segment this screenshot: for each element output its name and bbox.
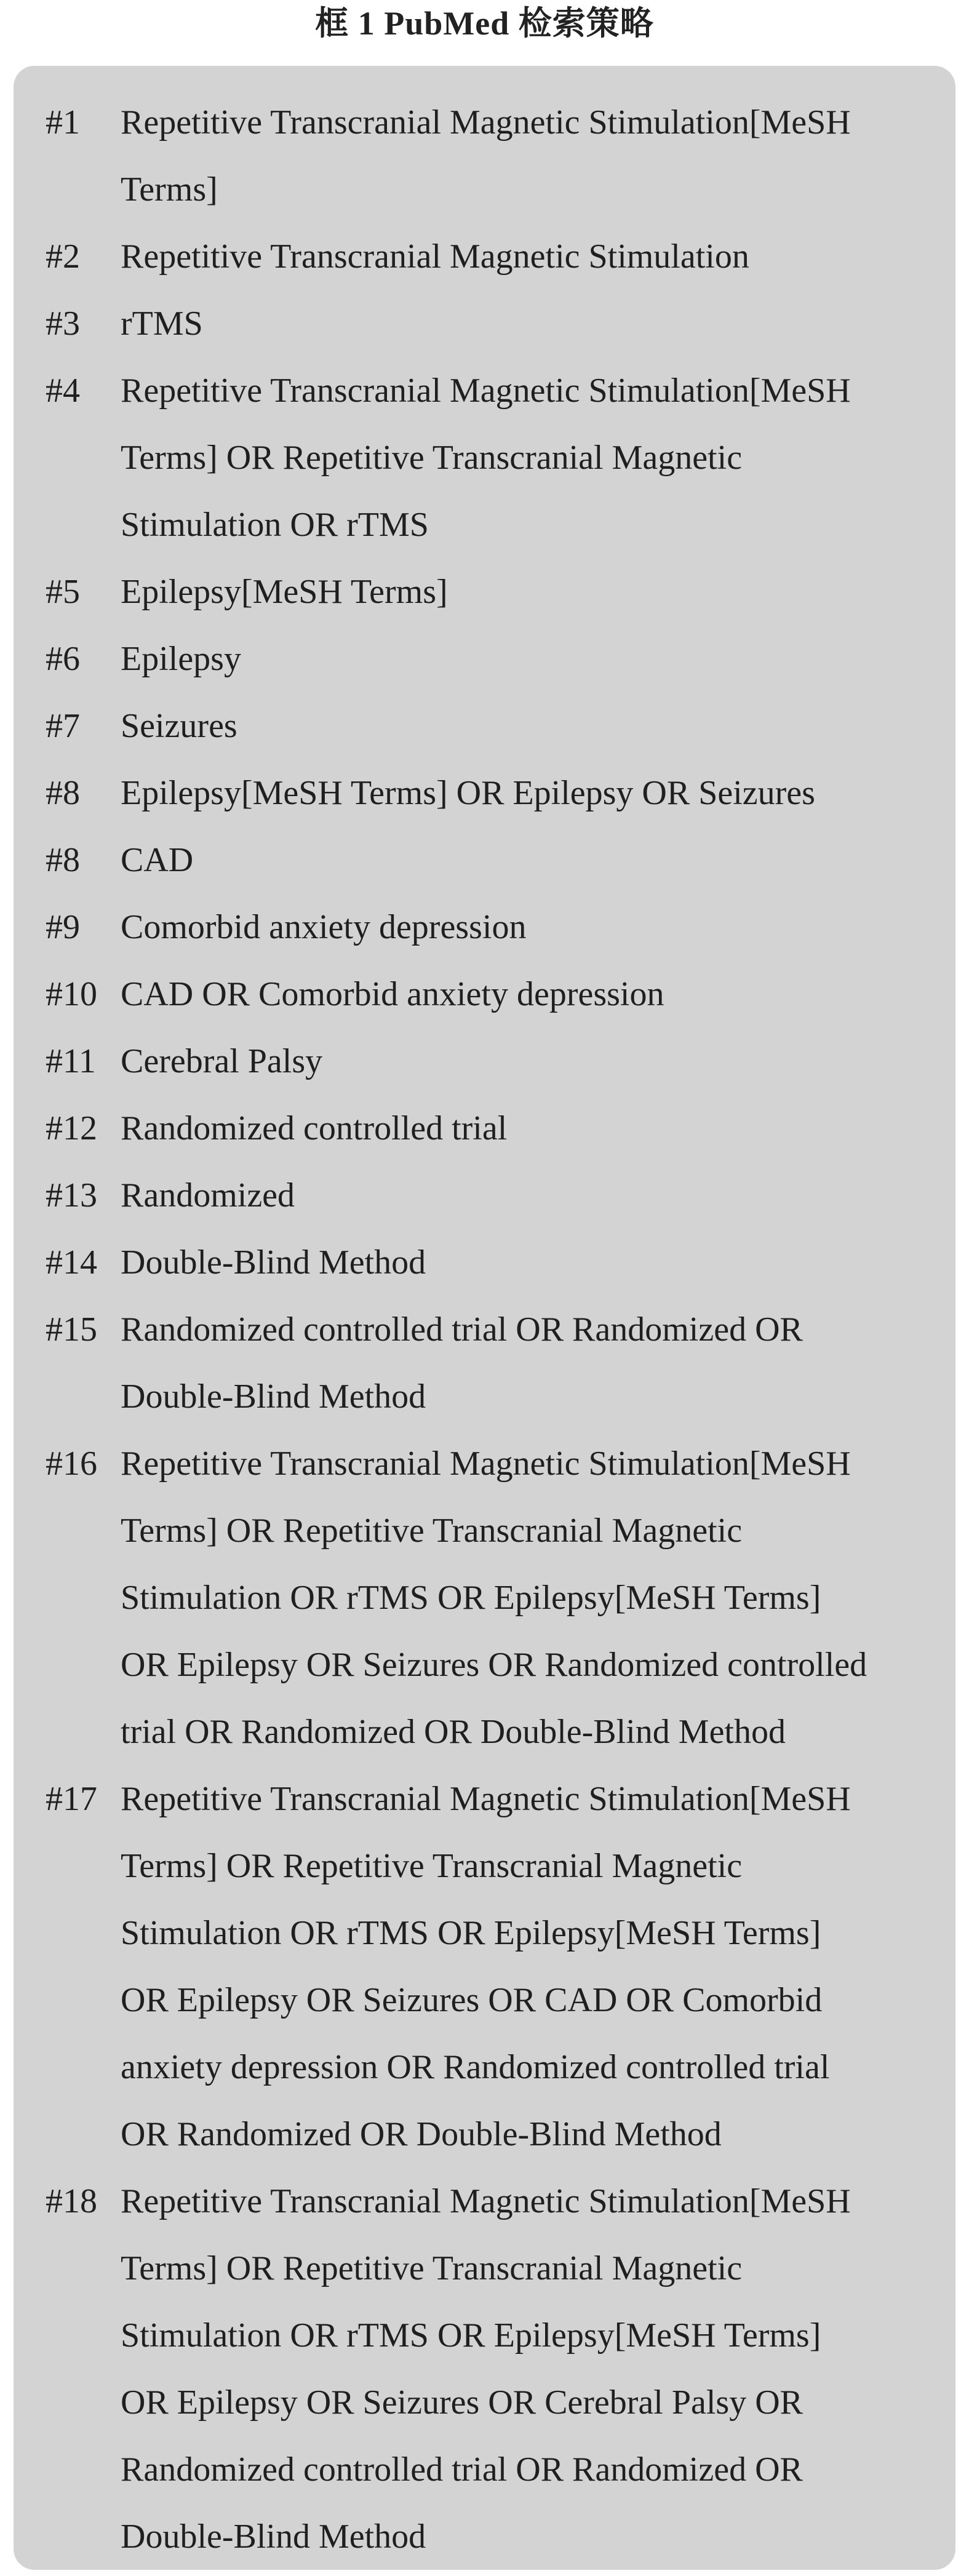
search-step-number: #14 bbox=[46, 1243, 97, 1282]
search-step-query: Repetitive Transcranial Magnetic Stimulation[MeSH Terms] OR Repetitive Transcranial Magnetic Stimulation OR rTMS bbox=[121, 372, 851, 544]
search-step-number: #12 bbox=[46, 1109, 97, 1147]
search-step-number: #2 bbox=[46, 237, 80, 276]
search-step-query: Seizures bbox=[121, 707, 237, 745]
search-step-row bbox=[46, 223, 931, 290]
search-step-number: #1 bbox=[46, 103, 80, 142]
search-step-row bbox=[46, 693, 931, 760]
search-step-number: #13 bbox=[46, 1176, 97, 1214]
box-title: 框 1 PubMed 检索策略 bbox=[315, 5, 654, 42]
search-step-number: #8 bbox=[46, 841, 80, 879]
search-step-row bbox=[46, 559, 931, 626]
search-step-query: CAD OR Comorbid anxiety depression bbox=[121, 975, 664, 1013]
search-step-row bbox=[46, 626, 931, 693]
search-step-row bbox=[46, 1229, 931, 1296]
search-step-row bbox=[46, 760, 931, 827]
search-step-row bbox=[46, 1296, 931, 1430]
search-strategy-box bbox=[14, 66, 955, 2570]
search-step-row bbox=[46, 1162, 931, 1229]
search-step-row bbox=[46, 827, 931, 894]
search-step-query: Repetitive Transcranial Magnetic Stimulation bbox=[121, 237, 749, 276]
search-step-number: #4 bbox=[46, 372, 80, 410]
search-step-query: CAD bbox=[121, 841, 194, 879]
search-step-query: Repetitive Transcranial Magnetic Stimulation[MeSH Terms] OR Repetitive Transcranial Magnetic Stimulation OR rTMS OR Epilepsy[MeSH Terms] OR Epilepsy OR Seizures OR CAD OR Comorbid anxiety depression OR Randomized controlled trial OR Randomized OR Double-Blind Method bbox=[121, 1780, 851, 2153]
search-step-row bbox=[46, 961, 931, 1028]
search-step-number: #5 bbox=[46, 573, 80, 611]
search-step-row bbox=[46, 89, 931, 223]
search-step-query: Epilepsy bbox=[121, 640, 241, 678]
search-step-query: Repetitive Transcranial Magnetic Stimulation[MeSH Terms] OR Repetitive Transcranial Magnetic Stimulation OR rTMS OR Epilepsy[MeSH Terms] OR Epilepsy OR Seizures OR Cerebral Palsy OR Randomized controlled trial OR Randomized OR Double-Blind Method bbox=[121, 2182, 851, 2556]
search-step-row bbox=[46, 894, 931, 961]
search-step-query: Repetitive Transcranial Magnetic Stimulation[MeSH Terms] bbox=[121, 103, 851, 209]
search-step-number: #9 bbox=[46, 908, 80, 946]
search-step-number: #7 bbox=[46, 707, 80, 745]
search-step-number: #6 bbox=[46, 640, 80, 678]
search-step-row bbox=[46, 290, 931, 357]
search-step-query: Randomized controlled trial OR Randomized OR Double-Blind Method bbox=[121, 1310, 803, 1416]
search-step-row bbox=[46, 1095, 931, 1162]
search-step-number: #17 bbox=[46, 1780, 97, 1818]
search-step-query: Epilepsy[MeSH Terms] bbox=[121, 573, 448, 611]
search-step-query: Comorbid anxiety depression bbox=[121, 908, 527, 946]
search-step-query: Randomized bbox=[121, 1176, 295, 1214]
search-step-row bbox=[46, 1028, 931, 1095]
search-step-row bbox=[46, 1430, 931, 1766]
search-step-row bbox=[46, 2168, 931, 2570]
search-step-query: Randomized controlled trial bbox=[121, 1109, 508, 1147]
search-step-query: rTMS bbox=[121, 305, 203, 343]
search-step-query: Cerebral Palsy bbox=[121, 1042, 323, 1080]
search-step-number: #18 bbox=[46, 2182, 97, 2220]
search-step-row bbox=[46, 357, 931, 559]
search-step-number: #11 bbox=[46, 1042, 96, 1080]
search-step-number: #3 bbox=[46, 305, 80, 343]
search-step-number: #8 bbox=[46, 774, 80, 812]
search-step-number: #15 bbox=[46, 1310, 97, 1349]
search-step-row bbox=[46, 1766, 931, 2168]
search-step-query: Double-Blind Method bbox=[121, 1243, 426, 1282]
search-step-query: Repetitive Transcranial Magnetic Stimulation[MeSH Terms] OR Repetitive Transcranial Magnetic Stimulation OR rTMS OR Epilepsy[MeSH Terms] OR Epilepsy OR Seizures OR Randomized controlled trial OR Randomized OR Double-Blind Method bbox=[121, 1445, 867, 1751]
search-step-number: #10 bbox=[46, 975, 97, 1013]
search-step-number: #16 bbox=[46, 1445, 97, 1483]
search-step-query: Epilepsy[MeSH Terms] OR Epilepsy OR Seizures bbox=[121, 774, 815, 812]
